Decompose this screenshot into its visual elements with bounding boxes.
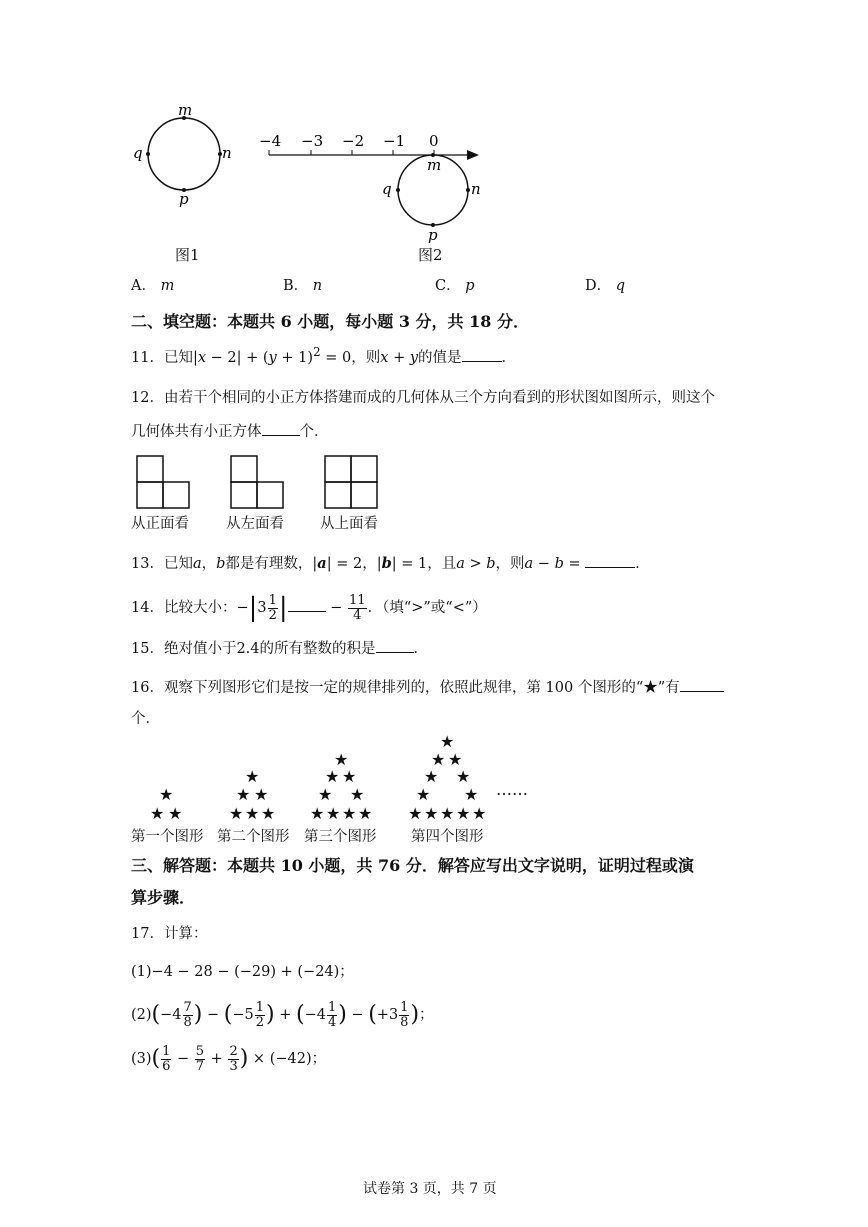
star: ★ bbox=[254, 785, 269, 804]
label-m: m bbox=[427, 156, 442, 174]
tick-label: −4 bbox=[259, 132, 282, 150]
label-p: p bbox=[179, 190, 189, 208]
figure-2 bbox=[255, 128, 485, 243]
star: ★ bbox=[168, 804, 183, 823]
view-front-label: 从正面看 bbox=[131, 516, 189, 532]
tick-label: 0 bbox=[429, 132, 439, 150]
label-q: q bbox=[382, 180, 392, 198]
star: ★ bbox=[456, 767, 471, 786]
view-front-figure bbox=[135, 455, 195, 510]
point-q bbox=[146, 152, 150, 156]
tick-label: −2 bbox=[342, 132, 365, 150]
label-p: p bbox=[428, 226, 438, 243]
star: ★ bbox=[245, 767, 260, 786]
page-footer: 试卷第 3 页，共 7 页 bbox=[363, 1181, 497, 1197]
figure-2-caption: 图2 bbox=[418, 246, 443, 264]
star: ★ bbox=[342, 767, 357, 786]
view-top-label: 从上面看 bbox=[320, 516, 378, 532]
star: ★ bbox=[358, 804, 373, 823]
star-caption-3: 第三个图形 bbox=[304, 829, 377, 845]
star: ★ bbox=[440, 804, 455, 823]
star-caption-2: 第二个图形 bbox=[217, 829, 290, 845]
star: ★ bbox=[464, 785, 479, 804]
question-15: 15．绝对值小于2.4的所有整数的积是 ． bbox=[131, 637, 428, 658]
star: ★ bbox=[159, 785, 174, 804]
view-left-label: 从左面看 bbox=[226, 516, 284, 532]
star: ★ bbox=[334, 750, 349, 769]
star: ★ bbox=[350, 785, 365, 804]
tick-label: −1 bbox=[383, 132, 406, 150]
question-16-line1: 16．观察下列图形它们是按一定的规律排列的，依照此规律，第 100 个图形的“★”有 bbox=[131, 676, 724, 697]
star: ★ bbox=[431, 750, 446, 769]
section-2-title: 二、填空题：本题共 6 小题，每小题 3 分，共 18 分． bbox=[131, 312, 529, 331]
star: ★ bbox=[150, 804, 165, 823]
star: ★ bbox=[440, 732, 455, 751]
star: ★ bbox=[245, 804, 260, 823]
view-top-figure bbox=[323, 455, 383, 510]
star: ★ bbox=[229, 804, 244, 823]
label-q: q bbox=[133, 144, 143, 162]
figure-1-caption: 图1 bbox=[175, 246, 200, 264]
question-17-title: 17．计算： bbox=[131, 926, 208, 942]
star: ★ bbox=[236, 785, 251, 804]
option-b: B． n bbox=[283, 278, 323, 294]
question-12-line2: 几何体共有小正方体 个． bbox=[131, 420, 329, 441]
label-n: n bbox=[222, 144, 232, 162]
question-11: 11．已知$|x - 2| + (y + 1)^2 = 0$，则x + y的值是 ． bbox=[131, 345, 517, 366]
star: ★ bbox=[416, 785, 431, 804]
option-a: A． m bbox=[131, 278, 175, 294]
section-3-title-line2: 算步骤． bbox=[131, 888, 196, 907]
star: ★ bbox=[424, 804, 439, 823]
tick-label: −3 bbox=[301, 132, 324, 150]
question-17-part2: (2)(−4 $\frac{7}{8}$ ) − (−5 $\frac{1}{2}$ ) + (−4 $\frac{1}{4}$ ) − (+3 $\frac{1}{8}$ )； bbox=[131, 999, 434, 1030]
star: ★ bbox=[326, 804, 341, 823]
view-left-figure bbox=[229, 455, 289, 510]
option-c: C． p bbox=[435, 278, 475, 294]
label-m: m bbox=[178, 101, 193, 119]
star: ★ bbox=[318, 785, 333, 804]
star: ★ bbox=[424, 767, 439, 786]
star: ★ bbox=[408, 804, 423, 823]
question-13: 13．已知a，b都是有理数，|a| = 2，|b| = 1，且a > b，则a − b = ． bbox=[131, 555, 650, 572]
star: ★ bbox=[448, 750, 463, 769]
star-caption-1: 第一个图形 bbox=[131, 829, 204, 845]
question-17-part1: (1)−4 − 28 − (−29) + (−24)； bbox=[131, 964, 354, 980]
figure-1 bbox=[125, 100, 245, 210]
star: ★ bbox=[456, 804, 471, 823]
star: ★ bbox=[472, 804, 487, 823]
star-caption-4: 第四个图形 bbox=[411, 829, 484, 845]
star: ★ bbox=[342, 804, 357, 823]
section-3-title-line1: 三、解答题：本题共 10 小题，共 76 分．解答应写出文字说明，证明过程或演 bbox=[131, 856, 694, 875]
label-n: n bbox=[471, 180, 481, 198]
question-16-line2: 个． bbox=[131, 711, 160, 727]
number-line-arrow bbox=[467, 150, 479, 160]
question-12-line1: 12．由若干个相同的小正方体搭建而成的几何体从三个方向看到的形状图如图所示，则这个 bbox=[131, 390, 715, 406]
star: ★ bbox=[310, 804, 325, 823]
option-d: D． q bbox=[585, 278, 626, 294]
ellipsis: …… bbox=[496, 780, 528, 799]
star: ★ bbox=[325, 767, 340, 786]
star: ★ bbox=[261, 804, 276, 823]
circle-1 bbox=[148, 118, 220, 190]
question-17-part3: (3)( $\frac{1}{6}$ − $\frac{5}{7}$ + $\frac{2}{3}$ ) × (−42)； bbox=[131, 1043, 327, 1074]
question-14: 14．比较大小：−|3 $\frac{1}{2}$ | − $\frac{11}{4}$ ．（填“>”或“<”） bbox=[131, 592, 487, 623]
